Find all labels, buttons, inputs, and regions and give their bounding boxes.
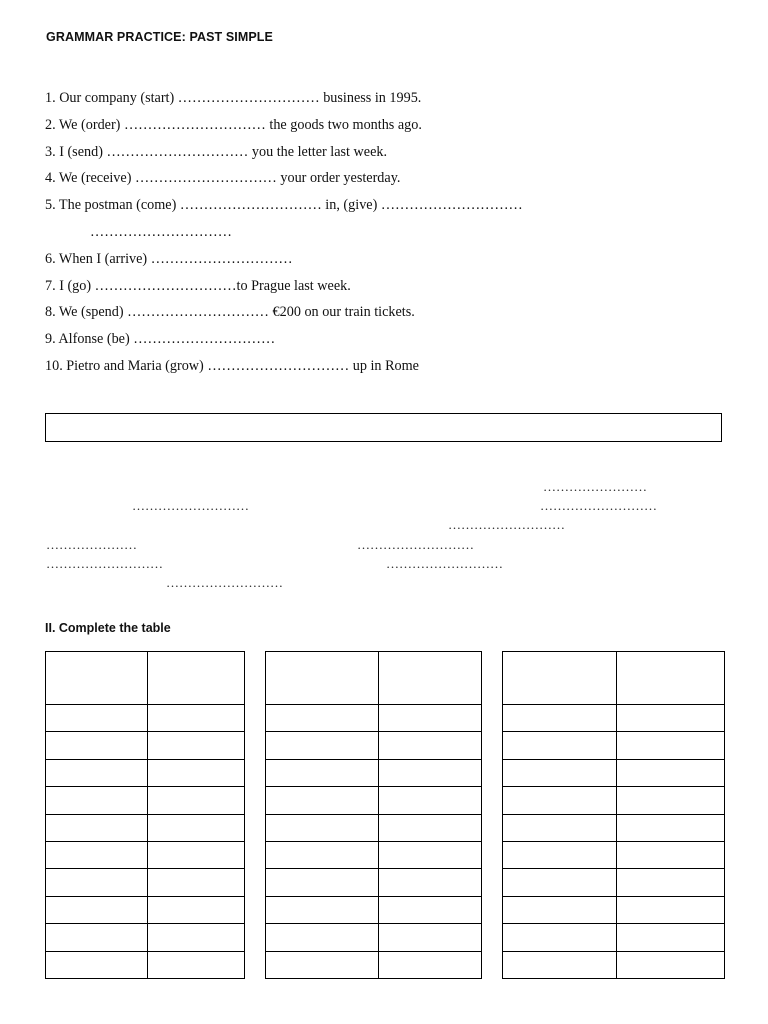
table-cell[interactable] <box>379 841 482 868</box>
table-cell[interactable] <box>148 705 245 732</box>
table-cell[interactable] <box>379 896 482 923</box>
table-cell[interactable] <box>379 869 482 896</box>
table-cell[interactable] <box>379 814 482 841</box>
table-cell[interactable] <box>503 869 617 896</box>
table-cell[interactable] <box>503 759 617 786</box>
exercise-item: 5. The postman (come) ………………………… in, (give) ………………………… <box>45 197 523 214</box>
table-cell[interactable] <box>379 787 482 814</box>
exercise-item-continuation: ………………………… <box>90 223 232 240</box>
passage-blank: ……………………… <box>540 498 657 513</box>
table-header-cell[interactable] <box>503 652 617 705</box>
table-cell[interactable] <box>617 732 725 759</box>
table-cell[interactable] <box>379 924 482 951</box>
table-cell[interactable] <box>617 759 725 786</box>
table-cell[interactable] <box>379 951 482 978</box>
page-title: GRAMMAR PRACTICE: PAST SIMPLE <box>46 30 273 44</box>
table-cell[interactable] <box>266 951 379 978</box>
passage-blank: ……………………… <box>448 517 565 532</box>
table-cell[interactable] <box>503 732 617 759</box>
table-cell[interactable] <box>266 705 379 732</box>
verb-table-2 <box>265 651 482 979</box>
table-cell[interactable] <box>503 705 617 732</box>
table-header-cell[interactable] <box>617 652 725 705</box>
table-cell[interactable] <box>617 924 725 951</box>
verb-table-1 <box>45 651 245 979</box>
table-cell[interactable] <box>503 787 617 814</box>
table-cell[interactable] <box>148 814 245 841</box>
table-cell[interactable] <box>617 705 725 732</box>
table-cell[interactable] <box>46 759 148 786</box>
table-cell[interactable] <box>266 787 379 814</box>
table-cell[interactable] <box>266 869 379 896</box>
passage-blank: ……………………… <box>386 556 503 571</box>
verb-table-3 <box>502 651 725 979</box>
table-header-cell[interactable] <box>46 652 148 705</box>
exercise-item: 9. Alfonse (be) ………………………… <box>45 331 276 348</box>
table-cell[interactable] <box>148 759 245 786</box>
passage-blank: ……………………… <box>46 556 163 571</box>
exercise-list <box>45 88 685 383</box>
table-cell[interactable] <box>379 705 482 732</box>
table-cell[interactable] <box>148 841 245 868</box>
passage-blank: ……………………… <box>166 575 283 590</box>
table-cell[interactable] <box>266 924 379 951</box>
exercise-item: 1. Our company (start) ………………………… business in 1995. <box>45 90 422 106</box>
table-cell[interactable] <box>148 869 245 896</box>
table-cell[interactable] <box>266 732 379 759</box>
passage-blank: …………………… <box>543 479 647 494</box>
table-cell[interactable] <box>266 814 379 841</box>
word-box <box>45 413 722 442</box>
exercise-item: 7. I (go) …………………………to Prague last week. <box>45 277 351 294</box>
table-cell[interactable] <box>503 814 617 841</box>
table-cell[interactable] <box>503 951 617 978</box>
section-heading: II. Complete the table <box>45 621 171 635</box>
table-cell[interactable] <box>148 732 245 759</box>
table-cell[interactable] <box>46 924 148 951</box>
exercise-item: 10. Pietro and Maria (grow) ………………………… up in Rome <box>45 357 419 374</box>
table-cell[interactable] <box>148 787 245 814</box>
table-cell[interactable] <box>46 951 148 978</box>
passage-blank: ……………………… <box>132 498 249 513</box>
exercise-item: 2. We (order) ………………………… the goods two months ago. <box>45 116 422 133</box>
table-cell[interactable] <box>617 814 725 841</box>
table-header-cell[interactable] <box>266 652 379 705</box>
table-cell[interactable] <box>617 841 725 868</box>
exercise-item: 3. I (send) ………………………… you the letter last week. <box>45 143 388 160</box>
exercise-item: 8. We (spend) ………………………… €200 on our train tickets. <box>45 304 415 321</box>
table-cell[interactable] <box>617 951 725 978</box>
table-cell[interactable] <box>46 869 148 896</box>
table-cell[interactable] <box>46 814 148 841</box>
table-cell[interactable] <box>379 732 482 759</box>
table-cell[interactable] <box>617 787 725 814</box>
table-header-cell[interactable] <box>379 652 482 705</box>
table-cell[interactable] <box>46 732 148 759</box>
table-cell[interactable] <box>46 787 148 814</box>
table-cell[interactable] <box>266 759 379 786</box>
table-cell[interactable] <box>148 951 245 978</box>
table-cell[interactable] <box>266 841 379 868</box>
passage-blank: ……………………… <box>357 537 474 552</box>
table-cell[interactable] <box>266 896 379 923</box>
table-cell[interactable] <box>148 896 245 923</box>
exercise-item: 4. We (receive) ………………………… your order yesterday. <box>45 170 401 187</box>
table-cell[interactable] <box>503 841 617 868</box>
table-cell[interactable] <box>148 924 245 951</box>
table-cell[interactable] <box>46 705 148 732</box>
table-cell[interactable] <box>617 896 725 923</box>
table-cell[interactable] <box>617 869 725 896</box>
exercise-item: 6. When I (arrive) ………………………… <box>45 250 293 267</box>
table-header-cell[interactable] <box>148 652 245 705</box>
table-cell[interactable] <box>379 759 482 786</box>
passage-blank: ………………… <box>46 537 137 552</box>
table-cell[interactable] <box>503 896 617 923</box>
table-cell[interactable] <box>503 924 617 951</box>
table-cell[interactable] <box>46 896 148 923</box>
table-cell[interactable] <box>46 841 148 868</box>
